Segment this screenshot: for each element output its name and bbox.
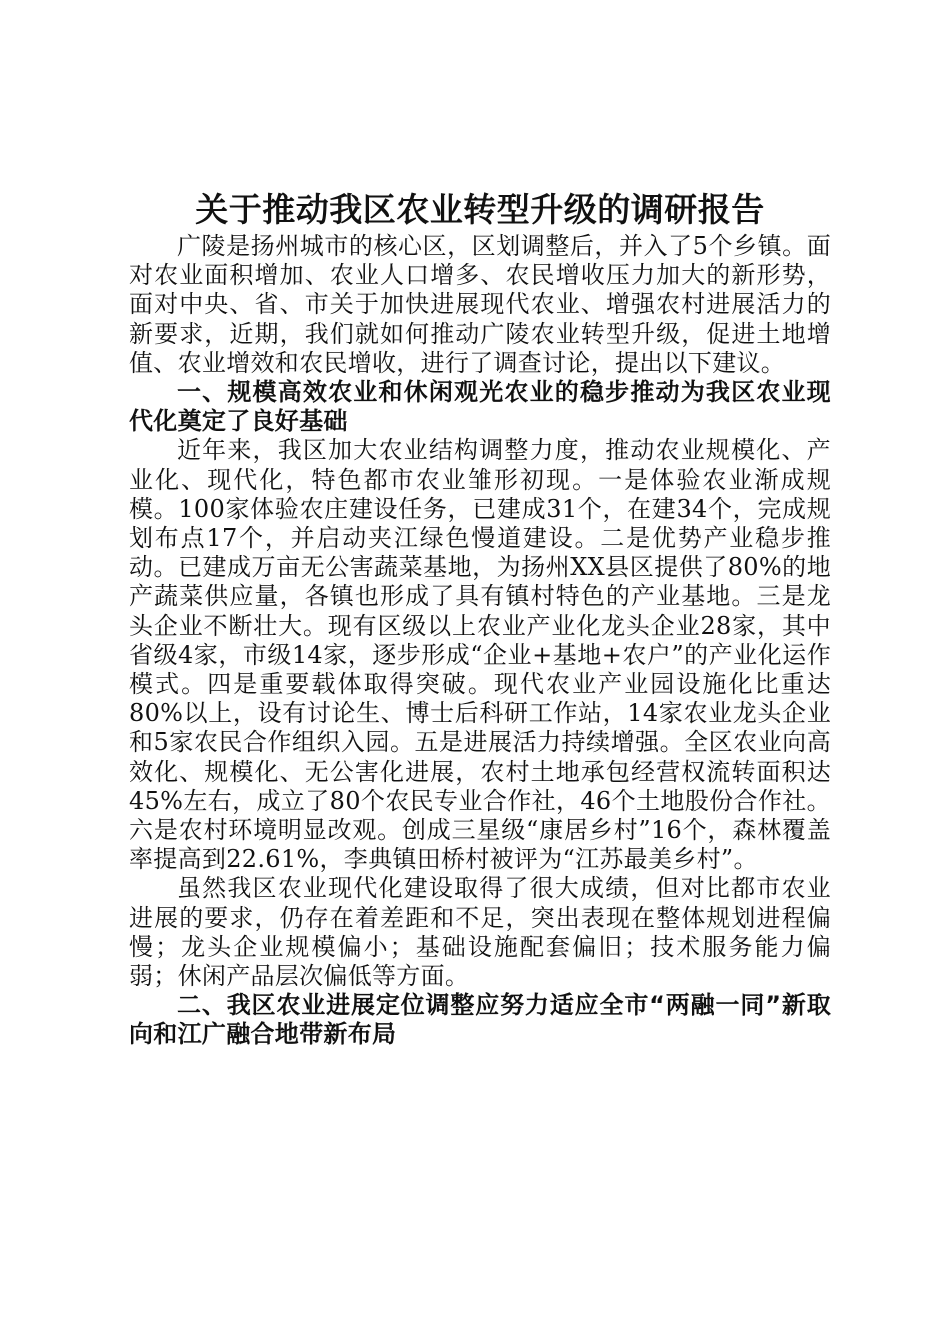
intro-paragraph: 广陵是扬州城市的核心区，区划调整后，并入了5个乡镇。面对农业面积增加、农业人口增多、农民增收压力加大的新形势，面对中央、省、市关于加快进展现代农业、增强农村进展活力的新要求，近期，我们就如何推动广陵农业转型升级，促进土地增值、农业增效和农民增收，进行了调查讨论，提出以下建议。 — [129, 232, 831, 377]
document-title: 关于推动我区农业转型升级的调研报告 — [195, 190, 765, 229]
section-1-paragraph-1: 近年来，我区加大农业结构调整力度，推动农业规模化、产业化、现代化，特色都市农业雏形初现。一是体验农业渐成规模。100家体验农庄建设任务，已建成31个，在建34个，完成规划布点17个，并启动夹江绿色慢道建设。二是优势产业稳步推动。已建成万亩无公害蔬菜基地，为扬州XX县区提供了80%的地产蔬菜供应量，各镇也形成了具有镇村特色的产业基地。三是龙头企业不断壮大。现有区级以上农业产业化龙头企业28家，其中省级4家，市级14家，逐步形成“企业+基地+农户”的产业化运作模式。四是重要载体取得突破。现代农业产业园设施化比重达80%以上，设有讨论生、博士后科研工作站，14家农业龙头企业和5家农民合作组织入园。五是进展活力持续增强。全区农业向高效化、规模化、无公害化进展，农村土地承包经营权流转面积达45%左右，成立了80个农民专业合作社，46个土地股份合作社。六是农村环境明显改观。创成三星级“康居乡村”16个，森林覆盖率提高到22.61%，李典镇田桥村被评为“江苏最美乡村”。 — [129, 436, 831, 874]
section-1-paragraph-2: 虽然我区农业现代化建设取得了很大成绩，但对比都市农业进展的要求，仍存在着差距和不足，突出表现在整体规划进程偏慢；龙头企业规模偏小；基础设施配套偏旧；技术服务能力偏弱；休闲产品层次偏低等方面。 — [129, 874, 831, 991]
section-1-heading: 一、规模高效农业和休闲观光农业的稳步推动为我区农业现代化奠定了良好基础 — [129, 378, 831, 436]
document-page — [129, 188, 831, 1050]
section-2-heading: 二、我区农业进展定位调整应努力适应全市“两融一同”新取向和江广融合地带新布局 — [129, 991, 831, 1049]
